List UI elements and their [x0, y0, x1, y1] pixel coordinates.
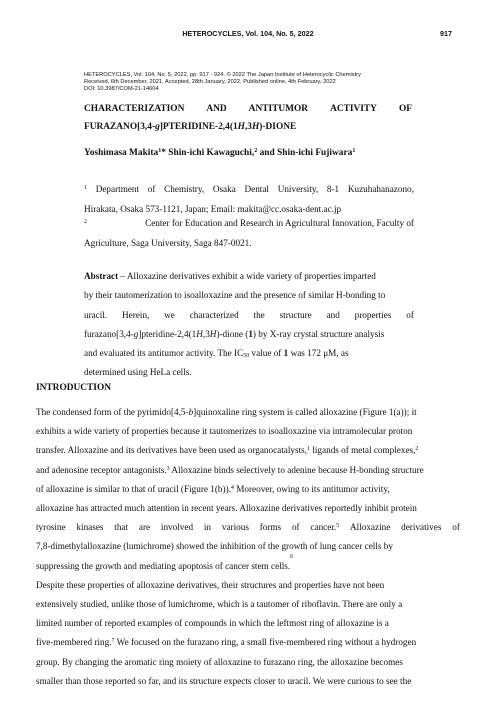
body-text: transfer. Alloxazine and its derivatives have been used as organocatalysts,: [36, 445, 308, 456]
affiliation-2-line-2: Agriculture, Saga University, Saga 847-0021.: [84, 237, 252, 248]
citation-ref: 5: [336, 523, 340, 530]
body-text: suppressing the growth and mediating apoptosis of cancer stem cells.: [36, 560, 291, 571]
title-text: FURAZANO[3,4-: [84, 122, 156, 132]
body-word: cancer.: [310, 522, 337, 533]
abstract-word: we: [164, 309, 175, 320]
body-line: extensively studied, unlike those of lumichrome, which is a tautomer of riboflavin. There are only a: [36, 599, 403, 610]
abstract-line: determined using HeLa cells.: [84, 367, 192, 378]
title-text: ,3: [244, 122, 252, 132]
compound-number: 1: [248, 328, 253, 339]
body-line: alloxazine has attracted much attention in recent years. Alloxazine derivatives reportedly inhibit protein: [36, 503, 417, 514]
title-text: ]PTERIDINE-2,4(1: [159, 122, 238, 132]
body-text: Alloxazine binds selectively to adenine because H-bonding structure: [169, 464, 424, 475]
title-italic: H: [237, 122, 245, 132]
abstract-word: uracil.: [84, 309, 108, 320]
aff-word: Dental: [244, 184, 269, 194]
title-word: ANTITUMOR: [248, 104, 309, 114]
body-line: [36, 441, 460, 460]
abstract-word: the: [253, 309, 265, 320]
body-text: ligands of metal complexes,: [310, 445, 416, 456]
body-line: smaller than those reported so far, and its structure expects closer to uracil. We were curious to see the: [36, 675, 412, 686]
aff-word: 8-1: [326, 184, 340, 194]
affiliation-2-line-1: [84, 214, 414, 234]
abstract-text: value of: [249, 348, 284, 359]
abstract-text: furazano[3,4-: [84, 328, 134, 339]
abstract-italic: H: [196, 328, 203, 339]
affiliation-1-line-2: Hirakata, Osaka 573-1121, Japan; Email: makita@cc.osaka-dent.ac.jp: [84, 203, 342, 214]
body-word: kinases: [76, 522, 104, 533]
body-line: [36, 518, 460, 537]
abstract-italic: H: [209, 328, 217, 339]
body-text: We focused on the furazano ring, a small five-membered ring without a hydrogen: [114, 637, 417, 648]
abstract: [84, 267, 414, 383]
title-word: CHARACTERIZATION: [84, 104, 185, 114]
corresponding-marker: *: [161, 148, 166, 158]
abstract-word: characterized: [189, 309, 239, 320]
body-line: limited number of reported examples of compounds in which the leftmost ring of alloxazine is a: [36, 618, 389, 629]
abstract-word: of: [406, 309, 414, 320]
author-name: and Shin-ichi Fujiwara: [257, 148, 353, 158]
body-line: exhibits a wide variety of properties because it tautomerizes to isoalloxazine via intramolecular proton: [36, 426, 413, 437]
body-word: involved: [160, 522, 194, 533]
body-word: in: [203, 522, 212, 533]
citation-ref: 7: [111, 638, 115, 645]
abstract-word: properties: [354, 309, 392, 320]
body-word: various: [221, 522, 249, 533]
aff-word: of: [147, 184, 156, 194]
abstract-line: [84, 306, 414, 325]
aff-word: Department: [95, 184, 140, 194]
citation-ref: 6: [290, 553, 294, 560]
title-line-2: [84, 118, 412, 136]
abstract-word: Herein,: [122, 309, 150, 320]
running-header-journal: HETEROCYCLES, Vol. 104, No. 5, 2022: [182, 29, 314, 38]
affiliation-marker: 2: [254, 148, 258, 154]
introduction-body: [36, 403, 460, 691]
affiliation-number: 1: [84, 185, 87, 191]
aff-word: Chemistry,: [164, 184, 205, 194]
abstract-word: structure: [279, 309, 312, 320]
abstract-text: ,3: [202, 328, 210, 339]
citation-ref: 2: [415, 446, 419, 453]
body-word: are: [138, 522, 151, 533]
compound-number: 1: [283, 348, 289, 359]
abstract-line: [84, 325, 414, 344]
abstract-line: by their tautomerization to isoalloxazine and the presence of similar H-bonding to: [84, 290, 386, 301]
body-text: ]quinoxaline ring system is called alloxazine (Figure 1(a)); it: [193, 407, 417, 417]
body-word: Alloxazine: [350, 522, 391, 533]
body-text: five-membered ring.: [36, 637, 112, 648]
abstract-text: ]pteridine-2,4(1: [138, 328, 197, 339]
author-name: Shin-ichi Kawaguchi,: [165, 148, 255, 158]
title-word: OF: [398, 104, 412, 114]
affiliation-1-line-1: [84, 180, 414, 200]
title-line-1: [84, 100, 412, 118]
body-word: of: [452, 522, 460, 533]
body-word: of: [291, 522, 300, 533]
aff-word: Kuzuhahanazono,: [347, 184, 414, 194]
paper-title: [84, 100, 412, 136]
title-word: AND: [206, 104, 227, 114]
abstract-text: ) by X-ray crystal structure analysis: [252, 328, 385, 339]
abstract-text: – Alloxazine derivatives exhibit a wide variety of properties imparted: [118, 271, 376, 281]
body-line: Despite these properties of alloxazine derivatives, their structures and properties have not been: [36, 579, 385, 590]
body-word: that: [114, 522, 129, 533]
section-heading-introduction: INTRODUCTION: [36, 383, 112, 393]
body-line: [36, 553, 460, 576]
abstract-text: was 172 μM, as: [288, 348, 349, 359]
affiliation-marker: 1: [158, 148, 162, 154]
body-word: derivatives: [401, 522, 442, 533]
pubinfo-dates: Received, 6th December, 2021, Accepted, 28th January, 2022, Published online, 4th February, 2022: [84, 78, 336, 85]
author-list: [84, 148, 424, 158]
abstract-line: [84, 267, 414, 286]
pubinfo-citation: HETEROCYCLES, Vol. 104, No. 5, 2022, pp. 917 - 924. © 2022 The Japan Institute of Heterocyclic Chemistry: [84, 72, 361, 78]
body-text: of alloxazine is similar to that of uracil (Figure 1(b)).: [36, 483, 231, 494]
affiliation-2: [84, 214, 414, 253]
body-line: group. By changing the aromatic ring moiety of alloxazine to furazano ring, the alloxazine becomes: [36, 656, 403, 667]
body-line: [36, 461, 460, 480]
abstract-text: and evaluated its antitumor activity. The IC: [84, 348, 244, 359]
body-line: 7,8-dimethylalloxazine (lumichrome) showed the inhibition of the growth of lung cancer cells by: [36, 541, 393, 552]
title-italic: H: [251, 122, 260, 132]
abstract-italic: g: [133, 328, 139, 339]
page-number: 917: [440, 29, 452, 38]
body-word: tyrosine: [36, 522, 66, 533]
author-name: Yoshimasa Makita: [84, 148, 159, 158]
citation-ref: 1: [307, 446, 311, 453]
affiliation-marker: 1: [352, 148, 356, 154]
affiliation-number: 2: [84, 219, 87, 225]
body-line: [36, 403, 460, 422]
citation-ref: 3: [166, 465, 170, 472]
aff-word: University,: [277, 184, 319, 194]
abstract-label: Abstract: [84, 271, 119, 281]
body-text: The condensed form of the pyrimido[4,5-: [36, 407, 189, 417]
title-text: )-DIONE: [259, 122, 297, 132]
pubinfo-doi: DOI: 10.3987/COM-21-14604: [84, 85, 159, 92]
title-word: ACTIVITY: [330, 104, 377, 114]
title-italic: g: [155, 122, 160, 132]
body-line: [36, 480, 460, 499]
body-text: Moreover, owing to its antitumor activity,: [233, 483, 390, 494]
abstract-text: )-dione (: [216, 328, 249, 339]
subscript: 50: [243, 353, 250, 360]
aff-word: Osaka: [212, 184, 236, 194]
aff-text: Center for Education and Research in Agricultural Innovation, Faculty of: [145, 218, 414, 228]
body-line: [36, 633, 460, 652]
body-italic: b: [188, 407, 194, 417]
body-text: and adenosine receptor antagonists.: [36, 464, 167, 475]
body-word: forms: [259, 522, 282, 533]
abstract-word: and: [326, 309, 340, 320]
abstract-line: [84, 344, 414, 363]
publication-info: [84, 72, 464, 93]
citation-ref: 4: [230, 484, 234, 491]
